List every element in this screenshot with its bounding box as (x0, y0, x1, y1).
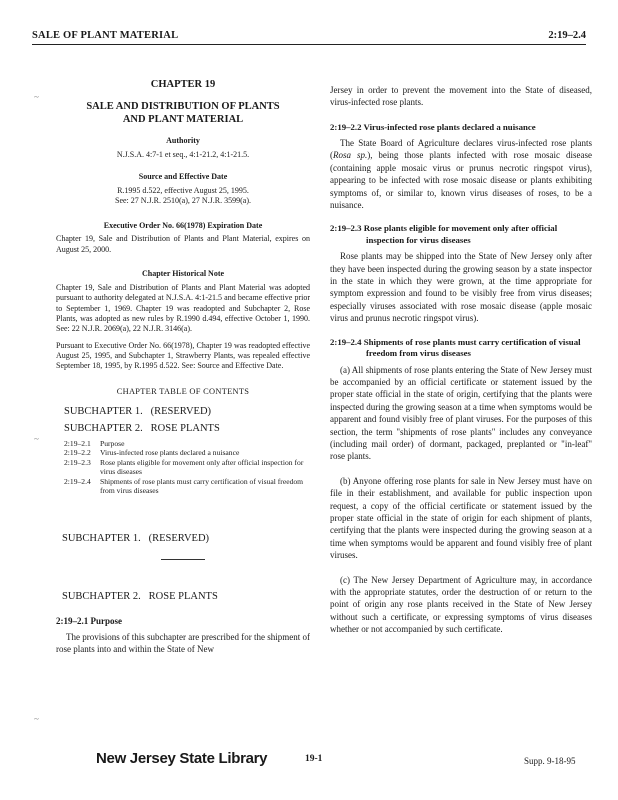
margin-mark: ~ (34, 714, 39, 724)
section-paragraph-c: (c) The New Jersey Department of Agriculture may, in accordance with the appropriate statutes, order the destruction of or return to the point of origin any rose plants received in the State of New Jersey without such a certificate, or expressing symptoms of virus diseases whether or not accompanied by such certificate. (330, 574, 592, 635)
source-heading: Source and Effective Date (138, 172, 228, 182)
text-run: ), being those plants infected with rose mosaic disease (containing apple mosaic virus or prunus necrotic ringspot virus), appearing to be infected with rose mosaic disease or plants exhibiting symptoms of, or similar to, known virus diseases of roses, to be a nuisance. (330, 150, 592, 210)
subchapter-1-heading: SUBCHAPTER 1. (RESERVED) (62, 532, 210, 544)
page-number: 19-1 (305, 754, 323, 764)
section-text (330, 137, 592, 211)
section-heading: 2:19–2.2 Virus-infected rose plants declared a nuisance (330, 121, 536, 132)
section-text: Rose plants may be shipped into the State of New Jersey only after they have been inspected during the growing season by a state inspector in the state in which they were grown, at the time appropriate for symptom expression and found to be visibly free from virus diseases; especially viruses associated with rose mosaic disease (apple mosaic virus and prunus necrotic ringspot virus). (330, 251, 592, 324)
right-column (330, 84, 592, 636)
toc-section-number: 2:19–2.2 (64, 448, 91, 458)
toc-section-title: Purpose (100, 438, 125, 448)
historical-note-text: Chapter 19, Sale and Distribution of Plants and Plant Material was adopted pursuant to authority delegated at N.J.S.A. 4:1-21.5 and became effective prior to September 1, 1969. Chapter 19 was readopted and Subchapter 2, Rose Plants, was adopted as new rules by R.1990 d.494, effective October 1, 1990. See: 22 N.J.R. 2069(a), 22 N.J.R. 3146(a). (56, 282, 310, 334)
toc-section-number: 2:19–2.1 (64, 438, 91, 448)
header-divider (32, 44, 586, 45)
toc-subchapter: SUBCHAPTER 2. ROSE PLANTS (64, 422, 220, 434)
historical-note-heading: Chapter Historical Note (141, 269, 225, 279)
left-column (56, 78, 310, 656)
source-text: See: 27 N.J.R. 2510(a), 27 N.J.R. 3599(a). (115, 196, 251, 206)
continuation-text: Jersey in order to prevent the movement into the State of diseased, virus-infected rose plants. (330, 85, 592, 108)
toc-section-title: Rose plants eligible for movement only after official inspection for virus diseases (100, 457, 304, 477)
source-text: R.1995 d.522, effective August 25, 1995. (117, 185, 249, 195)
chapter-number: CHAPTER 19 (150, 79, 216, 90)
authority-text: N.J.S.A. 4:7-1 et seq., 4:1-21.2, 4:1-21.5. (116, 149, 250, 159)
toc-row (64, 439, 310, 448)
section-paragraph-b: (b) Anyone offering rose plants for sale in New Jersey must have on file in their establishment, and available for public inspection upon request, a copy of the official certificate or statement issued by the proper state official in the state of origin for each shipment of plants, certifying that the plants were inspected during the growing season at a time when symptoms would be apparent and found visibly free of plant viruses. (330, 475, 592, 561)
section-paragraph-a: (a) All shipments of rose plants entering the State of New Jersey must be accompanied by an official certificate or statement issued by the proper state official in the state of origin, certifying that the plants were inspected during the growing season at a time when symptoms would be apparent and found visibly free of plant viruses. For the purposes of this section, the term "shipments of rose plants" includes any conveyance (including mail order) of dormant, packaged, preplanted or "in-leaf" rose plants. (330, 364, 592, 462)
subchapter-2-heading: SUBCHAPTER 2. ROSE PLANTS (62, 591, 218, 603)
running-header-title: SALE OF PLANT MATERIAL (32, 30, 179, 41)
toc-section-number: 2:19–2.3 (64, 457, 91, 467)
section-heading: 2:19–2.1 Purpose (56, 616, 122, 627)
toc-section-title: Shipments of rose plants must carry certification of visual freedom from virus diseases (100, 476, 304, 496)
chapter-title (56, 100, 310, 126)
toc-row (64, 477, 310, 496)
historical-note-text: Pursuant to Executive Order No. 66(1978), Chapter 19 was readopted effective August 25, 1995, and Subchapter 1, Strawberry Plants, was repealed effective September 18, 1995, by R.1995 d.522. See: Source and Effective Date. (56, 340, 310, 371)
toc-subchapter: SUBCHAPTER 1. (RESERVED) (64, 405, 212, 417)
toc-section-number: 2:19–2.4 (64, 476, 91, 486)
species-name: Rosa sp. (333, 150, 368, 161)
section-heading: 2:19–2.4 Shipments of rose plants must carry certification of visual freedom from virus diseases (330, 336, 581, 359)
toc-row (64, 458, 310, 477)
text-run: The State Board of Agriculture declares virus-infected rose plants ( (330, 137, 592, 161)
authority-heading: Authority (166, 136, 200, 146)
toc-row (64, 448, 310, 457)
executive-order-text: Chapter 19, Sale and Distribution of Plants and Plant Material, expires on August 25, 2000. (56, 234, 310, 254)
library-stamp: New Jersey State Library (96, 750, 268, 767)
supplement-date: Supp. 9-18-95 (524, 756, 576, 766)
toc-title: CHAPTER TABLE OF CONTENTS (116, 386, 250, 396)
toc-section-title: Virus-infected rose plants declared a nuisance (100, 448, 240, 458)
section-divider (161, 559, 205, 560)
chapter-title-line: SALE AND DISTRIBUTION OF PLANTS (86, 100, 280, 112)
section-heading: 2:19–2.3 Rose plants eligible for movement only after official inspection for virus diseases (330, 223, 558, 245)
section-text: The provisions of this subchapter are prescribed for the shipment of rose plants into and within the State of New (56, 632, 310, 655)
margin-mark: ~ (34, 434, 39, 444)
chapter-title-line: AND PLANT MATERIAL (122, 113, 244, 125)
running-header-section: 2:19–2.4 (548, 30, 586, 41)
margin-mark: ~ (34, 92, 39, 102)
executive-order-heading: Executive Order No. 66(1978) Expiration Date (103, 220, 263, 230)
